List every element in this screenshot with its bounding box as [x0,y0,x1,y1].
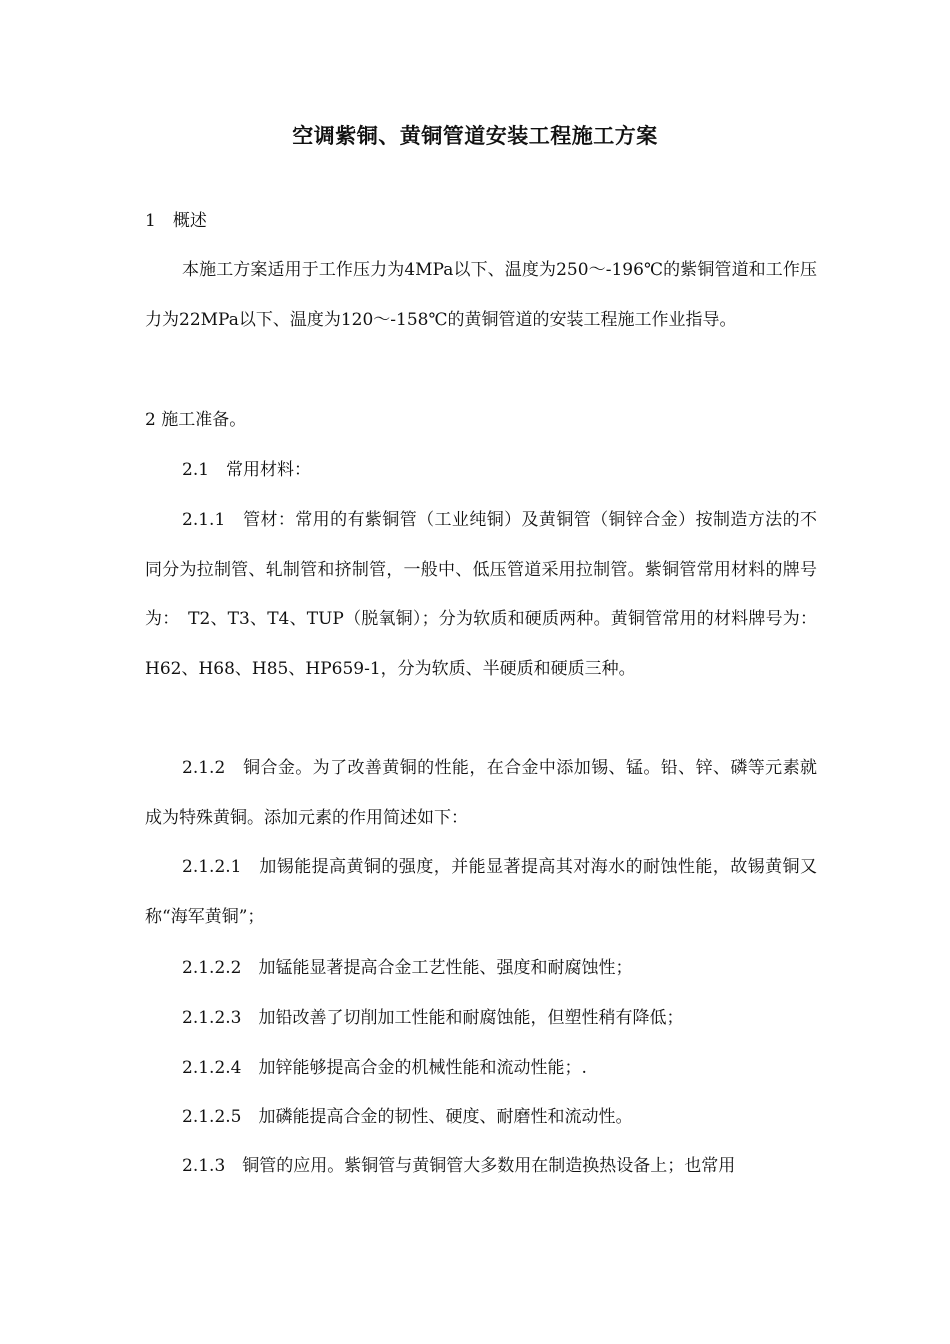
section-2-1-2-body: 2.1.2 铜合金。为了改善黄铜的性能，在合金中添加锡、锰。铅、锌、磷等元素就成为特殊黄铜。添加元素的作用简述如下： [145,758,817,828]
section-2-1-3-body: 2.1.3 铜管的应用。紫铜管与黄铜管大多数用在制造换热设备上；也常用 [182,1156,736,1176]
section-1-body: 本施工方案适用于工作压力为4MPa以下、温度为250～-196℃的紫铜管道和工作压力为22MPa以下、温度为120～-158℃的黄铜管道的安装工程施工作业指导。 [145,260,817,330]
section-2-1-2-1-body: 2.1.2.1 加锡能提高黄铜的强度，并能显著提高其对海水的耐蚀性能，故锡黄铜又称“海军黄铜”； [145,857,817,927]
section-2-1-2-4: 2.1.2.4 加锌能够提高合金的机械性能和流动性能；. [182,1058,587,1078]
document-title: 空调紫铜、黄铜管道安装工程施工方案 [292,123,658,148]
section-2-1-2-5: 2.1.2.5 加磷能提高合金的韧性、硬度、耐磨性和流动性。 [182,1107,633,1127]
section-2-heading: 2 施工准备。 [145,410,247,430]
section-1-heading: 1 概述 [145,211,207,231]
section-2-1-2-2: 2.1.2.2 加锰能显著提高合金工艺性能、强度和耐腐蚀性； [182,958,633,978]
section-2-1-1-body: 2.1.1 管材：常用的有紫铜管（工业纯铜）及黄铜管（铜锌合金）按制造方法的不同分为拉制管、轧制管和挤制管，一般中、低压管道采用拉制管。紫铜管常用材料的牌号为： T2、T3、T4、TUP（脱氧铜）；分为软质和硬质两种。黄铜管常用的材料牌号为：H62、H68、H85、HP659-1，分为软质、半硬质和硬质三种。 [145,510,817,679]
section-2-1-heading: 2.1 常用材料： [182,460,312,480]
section-2-1-2-3: 2.1.2.3 加铅改善了切削加工性能和耐腐蚀能，但塑性稍有降低； [182,1008,684,1028]
